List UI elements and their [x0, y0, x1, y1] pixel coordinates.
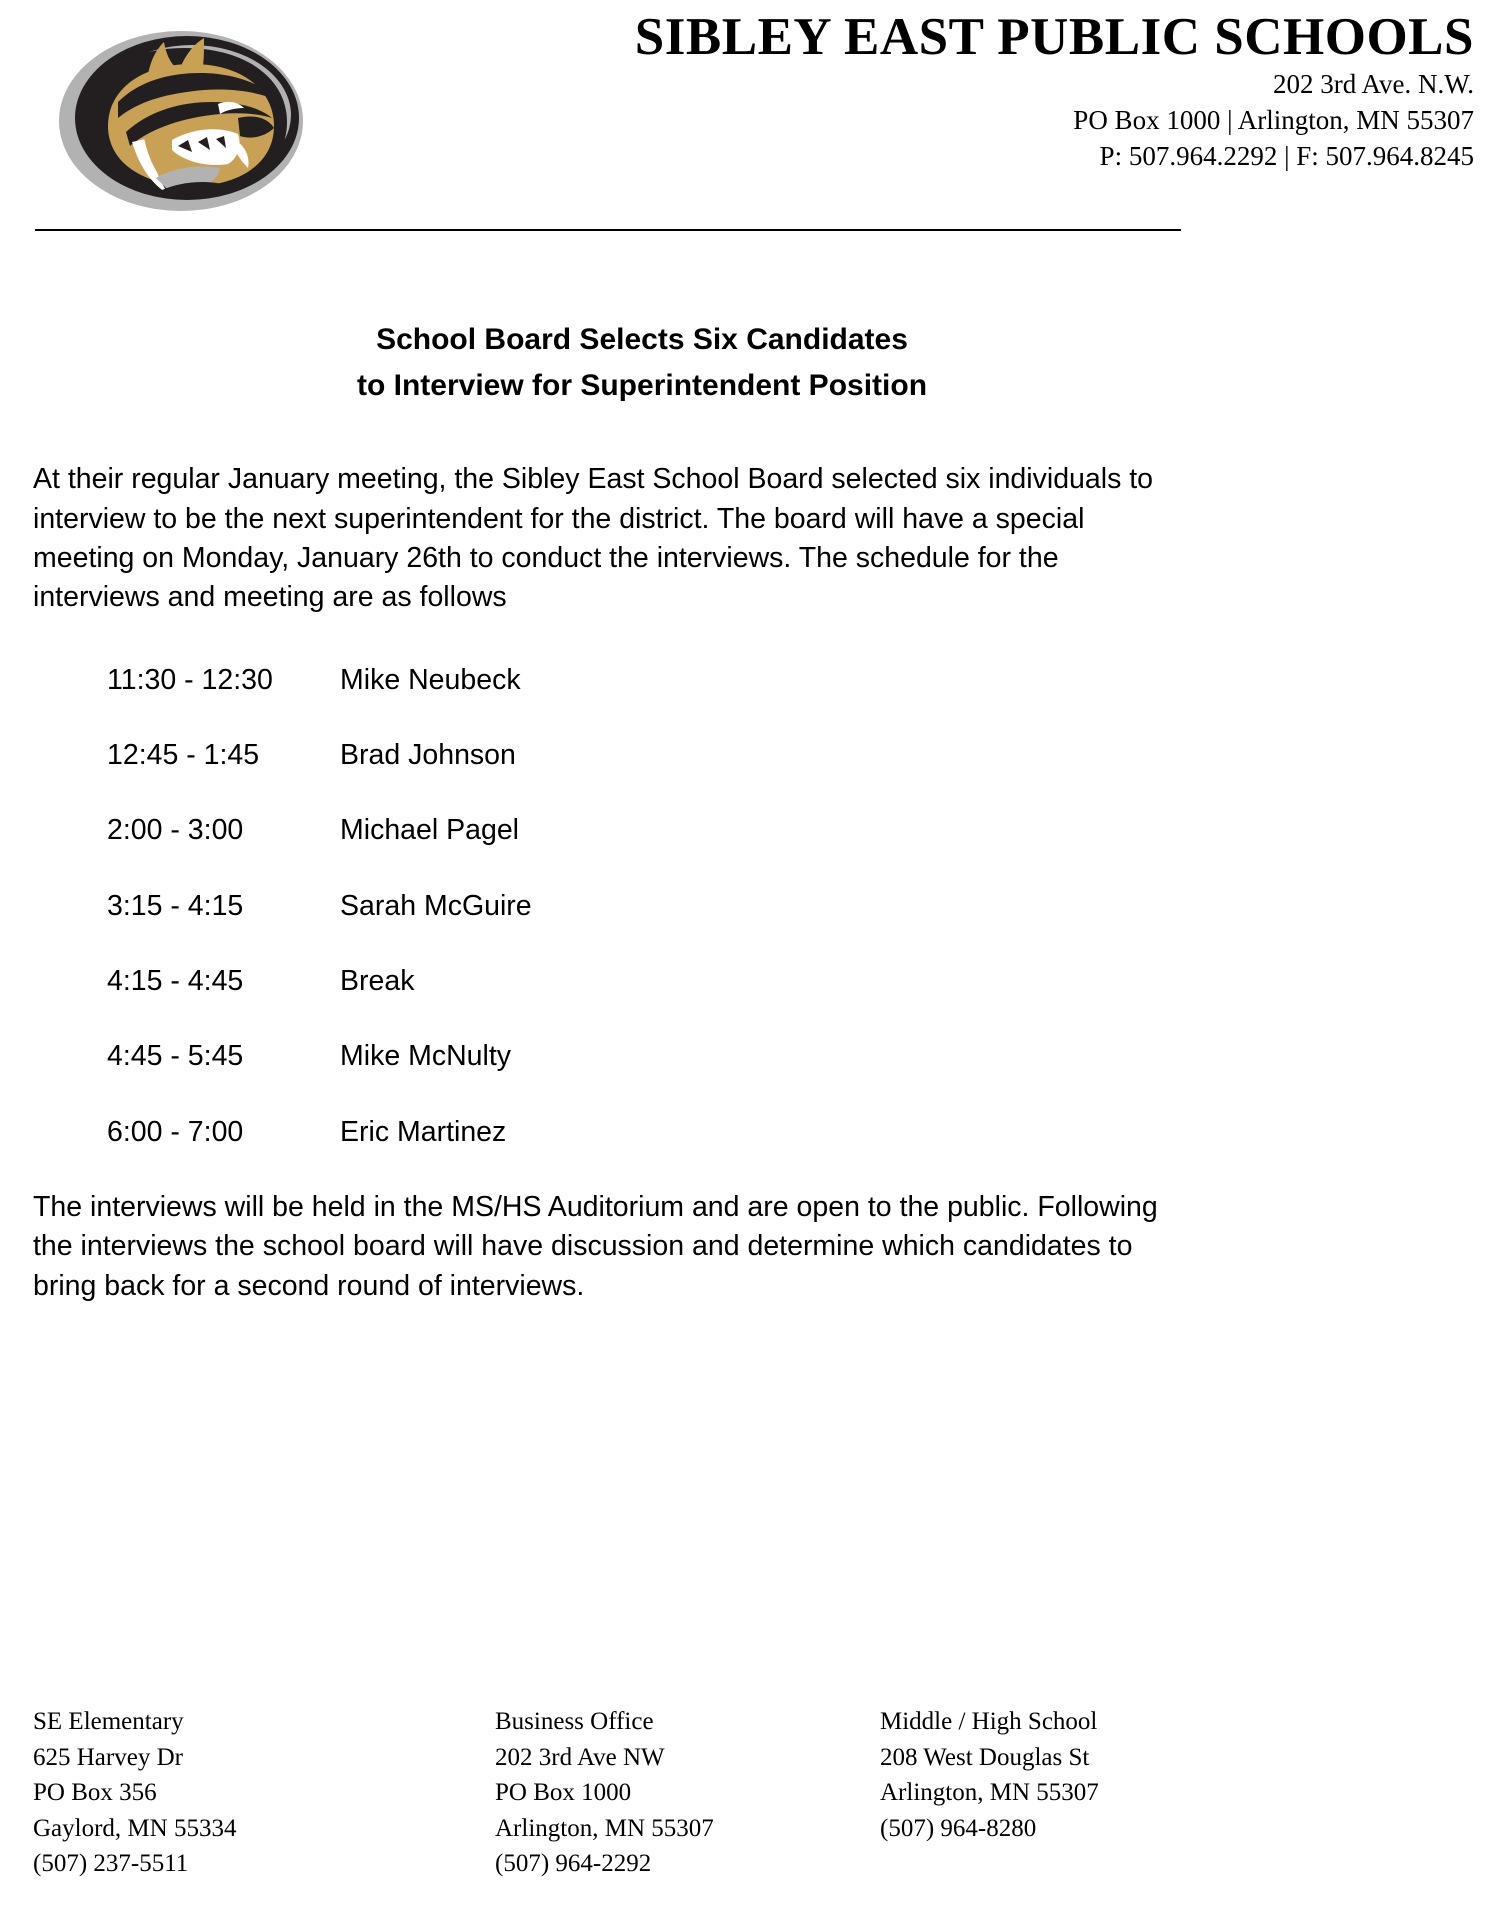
- footer-phone: (507) 237-5511: [33, 1850, 189, 1877]
- schedule-time: 12:45 - 1:45: [107, 738, 260, 771]
- schedule-candidate-name: Brad Johnson: [340, 738, 516, 771]
- schedule-time: 2:00 - 3:00: [107, 814, 244, 847]
- page-footer: [0, 1692, 1492, 1932]
- footer-column-se-elementary: [33, 1704, 495, 1882]
- schedule-candidate-name: Mike McNulty: [340, 1040, 512, 1073]
- letterhead-phone-fax-line: P: 507.964.2292 | F: 507.964.8245: [1099, 140, 1474, 171]
- district-name: SIBLEY EAST PUBLIC SCHOOLS: [634, 8, 1474, 66]
- letterhead-address-line-2: PO Box 1000 | Arlington, MN 55307: [1073, 104, 1474, 135]
- schedule-row: [107, 1117, 1492, 1148]
- header-divider-rule: [35, 229, 1181, 231]
- footer-po-box: PO Box 1000: [495, 1779, 632, 1806]
- footer-site-name: SE Elementary: [33, 1708, 184, 1735]
- footer-street: 625 Harvey Dr: [33, 1743, 183, 1771]
- schedule-candidate-name: Break: [340, 964, 415, 997]
- schedule-row: [107, 665, 1492, 696]
- footer-site-name: Middle / High School: [880, 1708, 1098, 1735]
- footer-column-business-office: [495, 1704, 880, 1882]
- schedule-row: [107, 740, 1492, 771]
- closing-paragraph: The interviews will be held in the MS/HS Auditorium and are open to the public. Following the interviews the school board will have discussion and determine which candidates to bring back for a second round of interviews.: [33, 1190, 1158, 1302]
- footer-site-name: Business Office: [495, 1708, 654, 1735]
- schedule-time: 11:30 - 12:30: [107, 663, 273, 696]
- footer-city-state-zip: Gaylord, MN 55334: [33, 1814, 237, 1842]
- schedule-row: [107, 815, 1492, 846]
- schedule-row: [107, 1041, 1492, 1072]
- footer-city-state-zip: Arlington, MN 55307: [495, 1814, 714, 1842]
- schedule-row: [107, 891, 1492, 922]
- footer-street: 202 3rd Ave NW: [495, 1743, 665, 1771]
- letterhead-address-line-1: 202 3rd Ave. N.W.: [1273, 69, 1474, 100]
- schedule-time: 3:15 - 4:15: [107, 889, 244, 922]
- schedule-candidate-name: Sarah McGuire: [340, 889, 532, 922]
- footer-city-state-zip: Arlington, MN 55307: [880, 1779, 1099, 1806]
- schedule-candidate-name: Michael Pagel: [340, 814, 520, 847]
- intro-paragraph: At their regular January meeting, the Sibley East School Board selected six individuals to interview to be the next superintendent for the district. The board will have a special meeting on Monday, January 26th to conduct the interviews. The schedule for the interviews and meeting are as follows: [33, 463, 1154, 614]
- letterhead: [0, 0, 1492, 230]
- footer-column-middle-high-school: [880, 1704, 1280, 1882]
- schedule-candidate-name: Eric Martinez: [340, 1115, 507, 1148]
- footer-phone: (507) 964-8280: [880, 1814, 1037, 1842]
- footer-po-box: PO Box 356: [33, 1779, 157, 1806]
- schedule-time: 4:15 - 4:45: [107, 964, 244, 997]
- schedule-time: 6:00 - 7:00: [107, 1115, 244, 1148]
- schedule-row: [107, 966, 1492, 997]
- footer-phone: (507) 964-2292: [495, 1850, 652, 1877]
- footer-address-columns: [33, 1704, 1453, 1882]
- document-body: [0, 232, 1492, 1334]
- sibley-east-wildcat-logo: [52, 22, 310, 214]
- letterhead-text-block: [474, 8, 1474, 174]
- schedule-candidate-name: Mike Neubeck: [340, 663, 521, 696]
- footer-street: 208 West Douglas St: [880, 1743, 1090, 1771]
- heading-line-2: to Interview for Superintendent Position: [356, 368, 928, 402]
- document-heading: [0, 317, 1492, 408]
- heading-line-1: School Board Selects Six Candidates: [376, 323, 908, 356]
- schedule-time: 4:45 - 5:45: [107, 1040, 244, 1073]
- interview-schedule-list: [107, 665, 1492, 1148]
